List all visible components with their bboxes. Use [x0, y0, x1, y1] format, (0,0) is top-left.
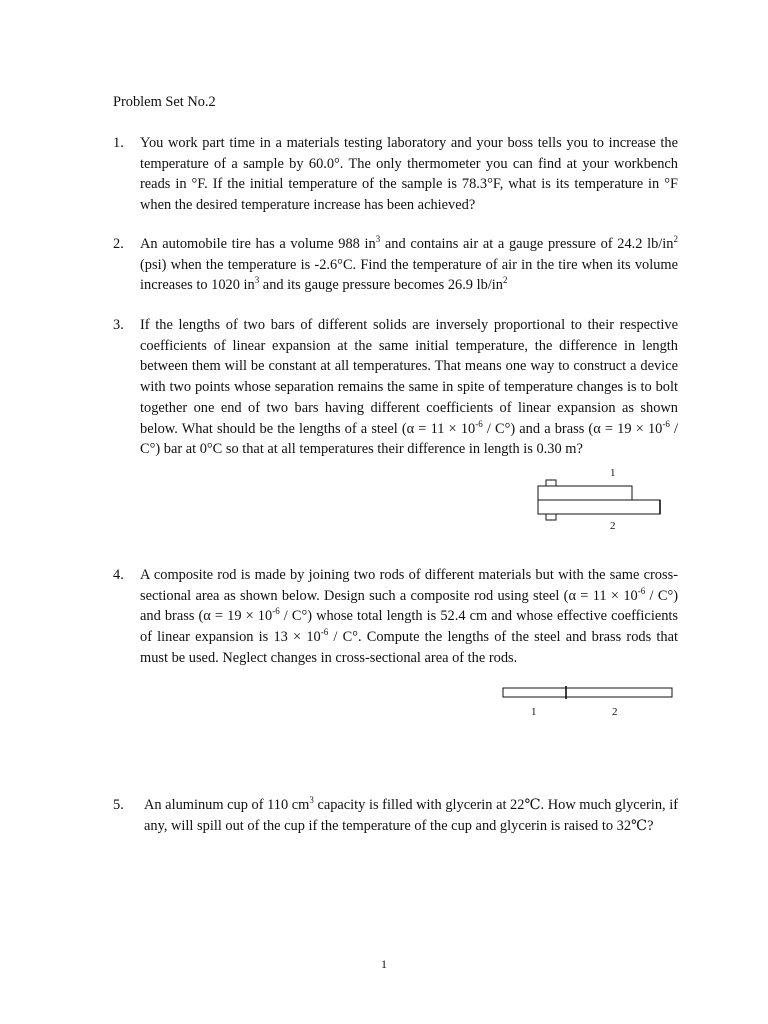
problem-number: 5. [113, 797, 124, 813]
problem-text: You work part time in a materials testing laboratory and your boss tells you to increase the temperature of a sample by 60.0°. The only thermometer you can find at your workbench reads in °F. If the initial temperature of the sample is 78.3°F, what is its temperature in °F when the desired temperature increase has been achieved? [140, 135, 678, 214]
rod-segment-2 [566, 688, 672, 697]
bar-2 [538, 500, 660, 514]
problem-text: An aluminum cup of 110 $cm^3$ capacity is filled with glycerin at 22℃. How much glycerin, if any, will spill out of the cup if the temperature of the cup and glycerin is raised to 32℃? [144, 795, 679, 834]
problem-text: A composite rod is made by joining two rods of different materials but with the same cross-sectional area as shown below. Design such a composite rod using steel $(\alpha = 11 \times 10^{-6} / C^\circ)$ and brass $(\alpha = 19 \times 10^{-6} / C^\circ)$ whose total length is 52.4 cm and whose effective coefficients of linear expansion is $13 \times 10^{-6} / C^\circ$. Compute the lengths of the steel and brass rods that must be used. Neglect changes in cross-sectional area of the rods. [140, 567, 679, 666]
figure-label-2: 2 [610, 520, 616, 532]
figure-label-2: 2 [612, 706, 618, 718]
problem-5 [113, 795, 678, 836]
problem-number: 3. [113, 317, 124, 333]
problem-number: 1. [113, 135, 124, 151]
figure-label-1: 1 [610, 467, 616, 479]
problem-number: 4. [113, 567, 124, 583]
problem-text: If the lengths of two bars of different solids are inversely proportional to their respective coefficients of linear expansion at the same initial temperature, the difference in length between them will be constant at all temperatures. That means one way to construct a device with two points whose separation remains the same in spite of temperature changes is to bolt together one end of two bars having different coefficients of linear expansion as shown below. What should be the lengths of a steel $(\alpha = 11 \times 10^{-6} / C^\circ)$ and a brass $(\alpha = 19 \times 10^{-6} / C^\circ)$ bar at 0°C so that at all temperatures their difference in length is 0.30 m? [140, 317, 678, 458]
problem-1 [113, 133, 678, 216]
document-title: Problem Set No.2 [113, 94, 216, 110]
bar-1 [538, 486, 632, 500]
composite-rod-figure [500, 684, 678, 720]
problem-text: An automobile tire has a volume 988 $in^3$ and contains air at a gauge pressure of 24.2 $lb/in^2$ (psi) when the temperature is -2.6°C. Find the temperature of air in the tire when its volume increases to 1020 $in^3$ and its gauge pressure becomes 26.9 $lb/in^2$ [140, 234, 678, 294]
page-number: 1 [381, 957, 387, 971]
rod-segment-1 [503, 688, 566, 697]
problem-number: 2. [113, 236, 124, 252]
problem-3 [113, 315, 678, 460]
problem-2 [113, 234, 678, 296]
bolt-top [546, 480, 556, 486]
bimetal-bars-figure [528, 462, 668, 537]
bolt-bottom [546, 514, 556, 520]
figure-label-1: 1 [531, 706, 537, 718]
problem-4 [113, 565, 678, 669]
